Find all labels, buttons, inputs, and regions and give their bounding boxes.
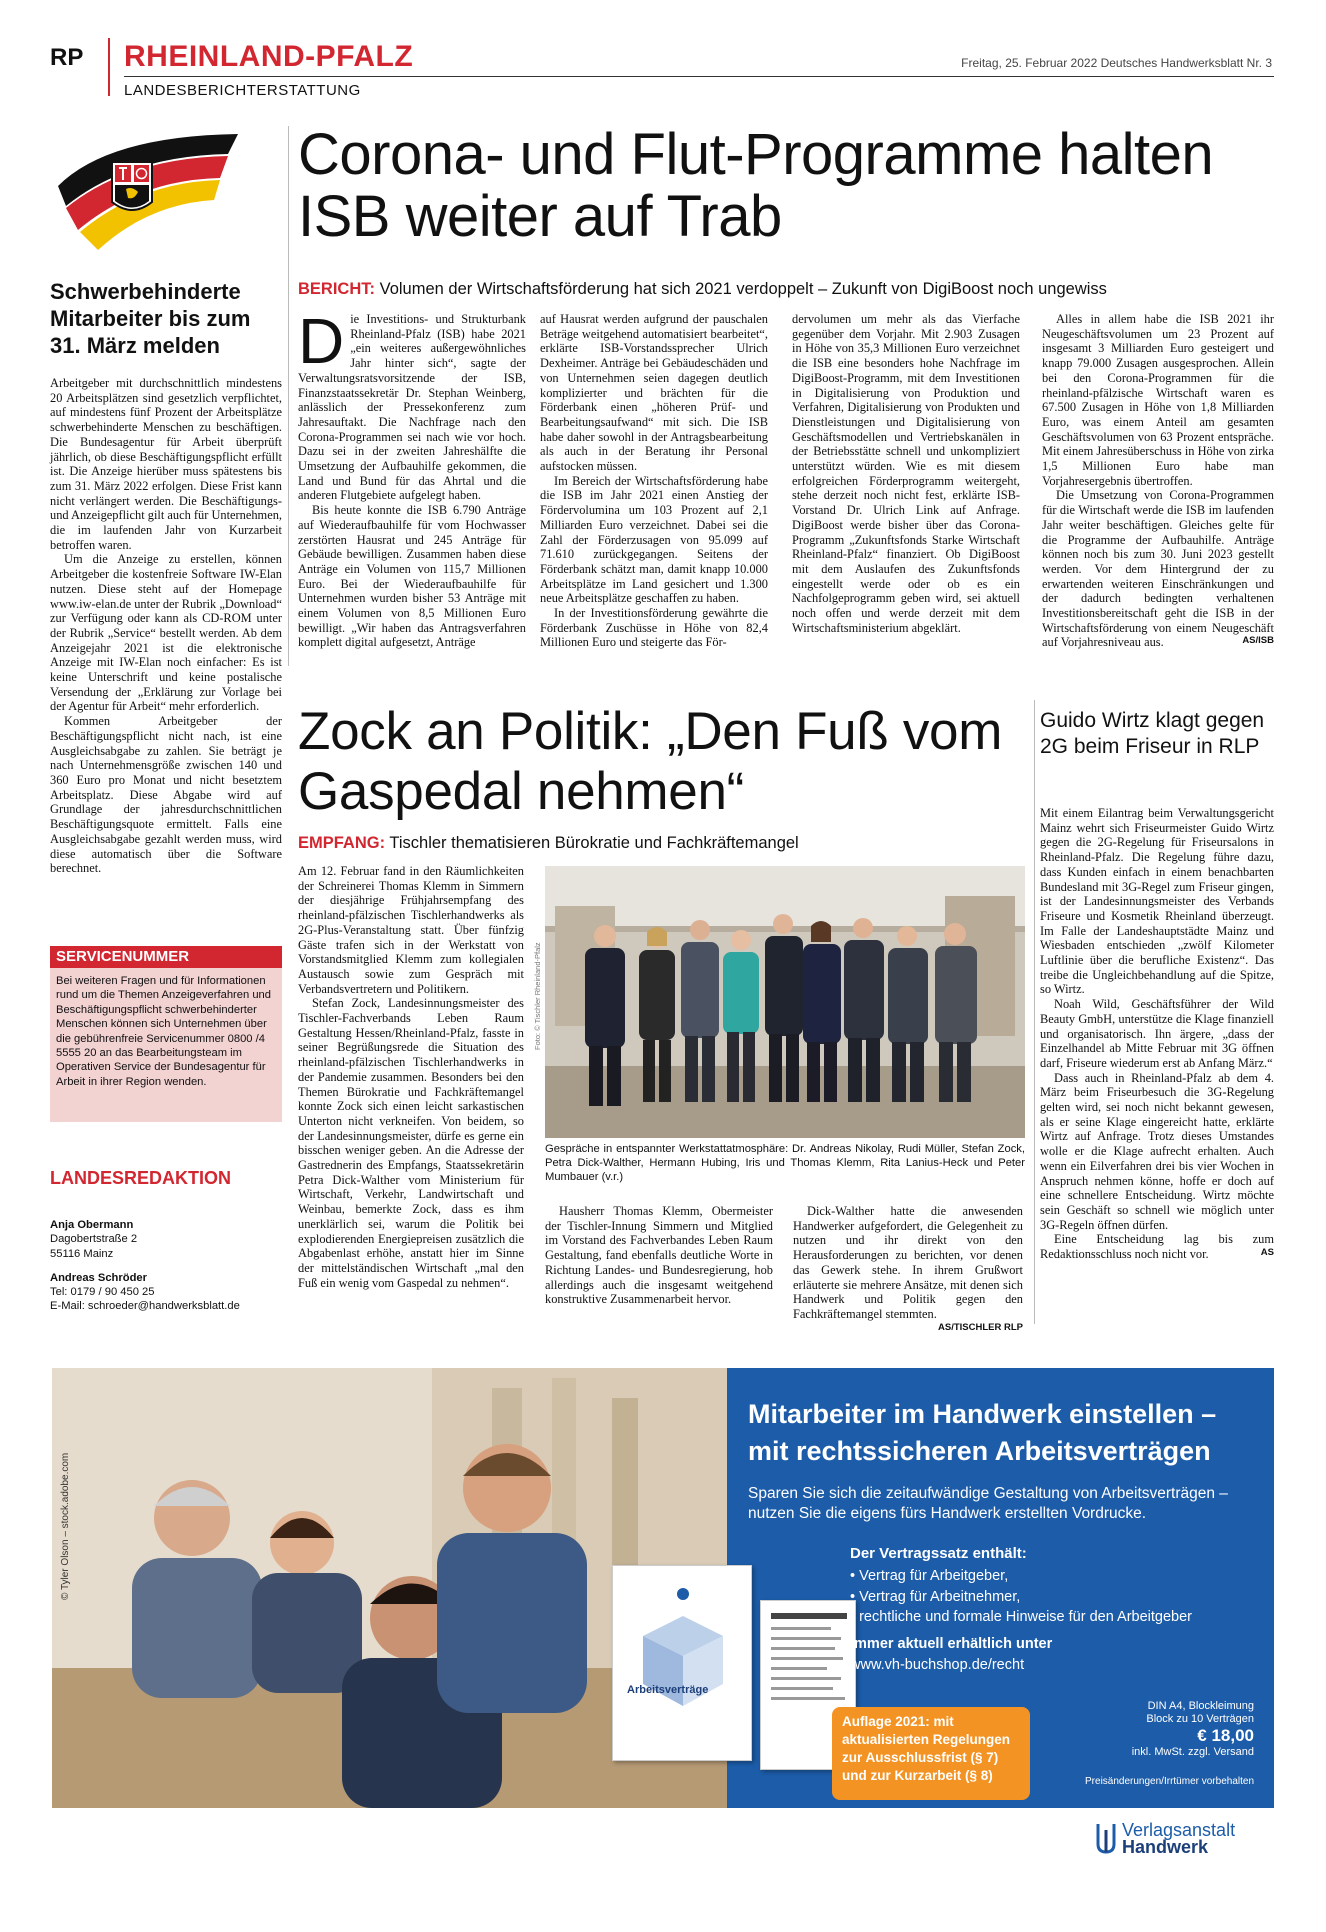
paragraph: Am 12. Februar fand in den Räumlichkeiten der Schreinerei Thomas Klemm in Simmern der diesjährige Frühjahrsempfang des rheinland-pfälzischen Tischlerhandwerks als 2G-Plus-Veranstaltung statt. Über fünfzig Gäste trafen sich in der Werkstatt von Vorstandsmitglied Klemm zum kollegialen Austausch sowie zum Gespräch mit Verbandsvertretern und Politikern. [298,864,524,996]
editor-email: E-Mail: schroeder@handwerksblatt.de [50,1300,240,1313]
article2-headline: Zock an Politik: „Den Fuß vom Gaspedal nehmen“ [298,702,1003,821]
region-title: RHEINLAND-PFALZ [124,40,414,73]
paragraph: Hausherr Thomas Klemm, Obermeister der Tischler-Innung Simmern und Mitglied im Vorstand des Fachverbandes Leben Raum Gestaltung, fand ebenfalls deutliche Worte in Richtung Landes- und Bundesregierung, hob allerdings auch die insgesamt weitgehend konstruktive Zusammenarbeit hervor. [545,1204,773,1307]
paragraph: In der Investitionsförderung gewährte die Förderbank Zuschüsse in Höhe von 82,4 Millionen Euro und steigerte das För- [540,606,768,650]
list-item: • rechtliche und formale Hinweise für den Arbeitgeber [850,1609,1192,1625]
article2-kicker: EMPFANG: [298,834,386,852]
paragraph: Eine Entscheidung lag bis zum Redaktionsschluss noch nicht vor. AS [1040,1232,1274,1262]
price-disclaimer: Preisänderungen/Irrtümer vorbehalten [1085,1776,1254,1787]
photo-caption: Gespräche in entspannter Werkstattatmosphäre: Dr. Andreas Nikolay, Rudi Müller, Stefan Zock, Petra Dick-Walther, Hermann Hubing, Iris und Thomas Klemm, Rita Lanius-Heck und Peter Mumbauer (v.r.) [545,1143,1025,1183]
paragraph: dervolumen um mehr als das Vierfache gegenüber dem Vorjahr. Mit 2.903 Zusagen in Höhe von 35,3 Millionen Euro verzeichnet die ISB eine besonders hohe Nachfrage im DigiBoost-Programm, mit dem Investitionen in Digitalisierung von Produktion und Verfahren, Digitalisierung von Produkten und Dienstleistungen und Digitalisierung von Geschäftsmodellen und Vertriebskanälen in der Betriebsstätte schnell und unkompliziert unterstützt würden. Wie es mit diesem erfolgreichen Förderprogramm weitergeht, stehe derzeit noch nicht fest, erklärte ISB-Vorstand Dr. Ulrich Link auf Anfrage. DigiBoost werde bisher über das Corona-Programm „Zukunftsfonds Starke Wirtschaft Rheinland-Pfalz“ finanziert. Ob DigiBoost mit dem Auslaufen des Zukunftsfonds eingestellt werde oder ob es ein Nachfolgeprogramm geben wird, sei aktuell noch offen und werde derzeit mit dem Wirtschaftsministerium abgeklärt. [792,312,1020,635]
paragraph: Dass auch in Rheinland-Pfalz ab dem 4. März beim Friseurbesuch die 3G-Regelung gelten wird, sei noch nicht bekannt gewesen, als er seine Klage eingereicht hatte, erklärte Wirtz auf Anfrage. Trotz dieses Umstandes wolle er die Klage aufrecht erhalten. Auch wenn ein Eilverfahren drei bis vier Wochen in Anspruch nehmen könne, hoffe er doch auf eine schnellere Entscheidung. Wirtz möchte sein Geschäft so schnell wie möglich unter 3G-Regeln öffnen dürfen. [1040,1070,1274,1232]
dropcap: D [298,305,345,377]
paragraph: ie Investitions- und Strukturbank Rheinland-Pfalz (ISB) habe 2021 „ein weiteres außergewöhnliches Jahr hinter sich“, sagte der Verwaltungsratsvorsitzende der ISB, Finanzstaatssekretär Dr. Stephan Weinberg, anlässlich der Pressekonferenz zum Jahresauftakt. Die Nachfrage nach den Corona-Programmen sei nach wie vor hoch. Dazu sei in der zweiten Jahreshälfte die Umsetzung der Aufbauhilfe gekommen, die Land und Bund für das Ahrtal und die anderen Flutgebiete aufgelegt haben. [298,312,526,503]
paragraph: Noah Wild, Geschäftsführer der Wild Beauty GmbH, unterstütze die Klage finanziell und organisatorisch. Ihn ärgere, „dass der Einzelhandel ab Mitte Februar mit 3G öffnen darf, Friseure wiederum erst ab Anfang März.“ [1040,997,1274,1070]
paragraph: Um die Anzeige zu erstellen, können Arbeitgeber die kostenfreie Software IW-Elan nutzen. Diese steht auf der Homepage www.iw-elan.de unter der Rubrik „Download“ zur Verfügung oder kann als CD-ROM unter der Rubrik „Service“ bestellt werden. Ab dem Anzeigejahr 2021 ist die elektronische Anzeige mit IW-Elan noch einfacher: Es ist keine Unterschrift und keine postalische Versendung der „Erklärung zur Vorlage bei der Agentur für Arbeit“ mehr erforderlich. [50,552,282,714]
paragraph: auf Hausrat werden aufgrund der pauschalen Beträge weitgehend automatisiert bearbeitet“, erklärte ISB-Vorstandssprecher Ulrich Dexheimer. Anträge bei Gebäudeschäden und von Unternehmen seien dagegen deutlich komplizierter und brächten für die Förderbank einen „höheren Prüf- und Bearbeitungsaufwand“ mit sich. Die ISB habe daher sowohl in der Antragsbearbeitung als auch in der Beratung ihr Personal aufstocken müssen. [540,312,768,474]
format-text: DIN A4, Blockleimung [1147,1700,1254,1712]
photo-credit: Foto: © Tischler Rheinland-Pfalz [533,942,542,1050]
paragraph: Bis heute konnte die ISB 6.790 Anträge auf Wiederaufbauhilfe für vom Hochwasser zerstörten Hausrat und 245 Anträge für Gebäude bewilligen. Zusammen haben diese Anträge ein Volumen von 115,7 Millionen Euro. Bei der Wiederaufbauhilfe für Unternehmen wurden bisher 53 Anträge mit einem Volumen von 8,5 Millionen Euro bewilligt. „Wir haben das Antragsverfahren komplett digital aufgesetzt, Anträge [298,503,526,650]
article3-body [1040,806,1274,1262]
group-photo [545,866,1025,1138]
publisher-logo [1122,1822,1235,1856]
article3-headline: Guido Wirtz klagt gegen 2G beim Friseur in RLP [1040,709,1265,758]
ad-contents-list [850,1566,1192,1628]
section-subtitle: LANDESBERICHTERSTATTUNG [124,82,361,99]
editor-name: Andreas Schröder [50,1271,147,1284]
paragraph: Dick-Walther hatte die anwesenden Handwerker aufgefordert, die Gelegenheit zu nutzen und ihr direkt von den Herausforderungen zu berichten, vor denen das Gewerk stehe. In ihrem Grußwort erläuterte sie mehrere Ansätze, mit denen sich Handwerk und Politik gegen den Fachkräftemangel stemmten. AS/TISCHLER RLP [793,1204,1023,1333]
contract-booklet [612,1565,752,1761]
article2-col2 [545,1204,773,1307]
column-divider [288,126,289,666]
article1-signature: AS/ISB [1242,635,1274,647]
editor-name: Anja Obermann [50,1219,134,1231]
paragraph: Alles in allem habe die ISB 2021 ihr Neugeschäftsvolumen um 23 Prozent auf insgesamt 3 Milliarden Euro gesteigert und knapp 79.000 Zusagen ausgesprochen. Allein bei den Corona-Programmen für die rheinland-pfälzische Wirtschaft waren es 67.500 Zusagen in Höhe von 1,8 Milliarden Euro, was einem Anteil am gesamten Geschäftsvolumen von 63 Prozent entspräche. Mit einem Jahresüberschuss in Höhe von zirka 1,5 Millionen Euro habe man Vorjahresergebnis übertroffen. [1042,312,1274,488]
article1-subtitle-text: Volumen der Wirtschaftsförderung hat sich 2021 verdoppelt – Zukunft von DigiBoost noch ungewiss [379,280,1107,298]
article1-col1 [298,305,526,650]
paragraph: Die Umsetzung von Corona-Programmen für die Wirtschaft werde die ISB im laufenden Jahr weiter beschäftigen. Gleiches gelte für die Programme der Aufbauhilfe. Anträge können noch bis zum 30. Juni 2023 gestellt werden. Vor dem Hintergrund der zu erwartenden weiteren Einschränkungen und der dadurch bedingten verhaltenen Investitionsbereitschaft geht die ISB in der Wirtschaftsförderung von einem Neugeschäft auf Vorjahresniveau aus. AS/ISB [1042,488,1274,650]
price: € 18,00 [1197,1726,1254,1745]
article1-kicker: BERICHT: [298,280,375,298]
issue-meta: Freitag, 25. Februar 2022 Deutsches Handwerksblatt Nr. 3 [961,56,1272,70]
article1-headline: Corona- und Flut-Programme halten ISB weiter auf Trab [298,122,1214,249]
booklet-title: Arbeitsverträge [627,1684,709,1696]
rlp-flag-logo [48,126,248,256]
editor-street: Dagobertstraße 2 [50,1233,138,1246]
ad-photo-credit: © Tyler Olson – stock.adobe.com [60,1452,71,1600]
column-divider [1034,700,1035,1324]
paragraph: Arbeitgeber mit durchschnittlich mindestens 20 Arbeitsplätzen sind gesetzlich verpflichtet, auf mindestens fünf Prozent der Arbeitsplätze schwerbehinderte Menschen zu beschäftigen. Die Bundesagentur für Arbeit überprüft jährlich, ob diese Beschäftigungspflicht erfüllt ist. Die Anzeige hierüber muss spätestens bis zum 31. März 2022 erfolgen. Diese Frist kann nicht verlängert werden. Die Beschäftigungs- und Anzeigepflicht gilt auch für Unternehmen, die im laufenden Jahr von Kurzarbeit betroffen waren. [50,376,282,552]
paragraph: Mit einem Eilantrag beim Verwaltungsgericht Mainz wehrt sich Friseurmeister Guido Wirtz gegen die 2G-Regelung für Friseursalons in Rheinland-Pfalz. Die Regelung führe dazu, dass Kunden einfach in einem benachbarten Bundesland mit 3G-Regel zum Friseur gingen, ist der Landesinnungsmeister des Verbands Friseure und Kosmetik Rheinland überzeugt. Im Falle der Landeshauptstädte Mainz und Wiesbaden entschieden „zwölf Kilometer Luftlinie über die berufliche Existenz“. Das treibe die Ungleichbehandlung auf die Spitze, so Wirtz. [1040,806,1274,997]
ad-availability-text: Immer aktuell erhältlich unter [850,1636,1053,1652]
price-block [1054,1700,1254,1759]
shop-link[interactable]: www.vh-buchshop.de/recht [850,1657,1025,1673]
editor-city: 55116 Mainz [50,1247,114,1260]
ad-lead: Sparen Sie sich die zeitaufwändige Gestaltung von Arbeitsverträgen – nutzen Sie die eigens fürs Handwerk erstellten Vordrucke. [748,1485,1228,1522]
edition-badge: Auflage 2021: mit aktualisierten Regelungen zur Ausschlussfrist (§ 7) und zur Kurzarbeit (§ 8) [832,1707,1030,1800]
paragraph: Im Bereich der Wirtschaftsförderung habe die ISB im Jahr 2021 einen Anstieg der Fördervolumina um 103 Prozent auf 2,1 Milliarden Euro verzeichnet. Dabei sei die Zahl der Förderzusagen von 95.099 auf 71.610 zurückgegangen. Seitens der Förderbank schätzt man, damit knapp 10.000 Arbeitsplätze im Land gesichert und 1.300 neue Arbeitsplätze geschaffen zu haben. [540,473,768,606]
logo-line1: Verlagsanstalt [1122,1820,1236,1840]
article1-col4 [1042,312,1274,650]
article2-subtitle-text: Tischler thematisieren Bürokratie und Fachkräftemangel [389,834,799,852]
list-item: • Vertrag für Arbeitnehmer, [850,1588,1021,1605]
article2-subtitle [298,834,799,853]
paragraph: Kommen Arbeitgeber der Beschäftigungspflicht nicht nach, ist eine Ausgleichsabgabe zu zahlen. Sie beträgt je nach Unternehmensgröße zwischen 140 und 360 Euro pro Monat und nicht besetztem Arbeitsplatz. Diese Abgabe wird auf Grundlage der jahresdurchschnittlichen Beschäftigungsquote ermittelt. Falls eine Ausgleichsabgabe gezahlt werden muss, wird diese automatisch über die Software berechnet. [50,714,282,876]
article2-signature: AS/TISCHLER RLP [938,1321,1023,1333]
ad-list-title: Der Vertragssatz enthält: [850,1545,1027,1562]
article1-subtitle [298,280,1107,299]
paragraph: Stefan Zock, Landesinnungsmeister des Tischler-Fachverbands Leben Raum Gestaltung Hessen/Rheinland-Pfalz, fasste in seiner Begrüßungsrede die Situation des rheinland-pfälzischen Tischlerhandwerks in der Pandemie zusammen. Besonders bei den Themen Bürokratie und Fachkräftemangel konnte Zock sich einen leicht sarkastischen Unterton nicht verkneifen. Von beidem, so der Landesinnungsmeister, dürfe es gerne ein bisschen weniger geben. An die Adresse der Gastrednerin des Empfangs, Staatssekretärin Petra Dick-Walther vom Ministerium für Wirtschaft, Verkehr, Landwirtschaft und Weinbau, bemerkte Zock, dass es ihm unerklärlich sei, warum die Politik bei explodierenden Energiepreisen zusätzlich die Abgabenlast erhöhe, anstatt hier im Sinne der mittelständischen Wirtschaft „mal den Fuß ein wenig vom Gaspedal zu nehmen“. [298,996,524,1290]
redaktion-title: LANDESREDAKTION [50,1168,232,1188]
redaktion-contact [50,1218,282,1314]
publisher-logo-icon [1094,1822,1116,1854]
list-item: • Vertrag für Arbeitgeber, [850,1568,1009,1584]
left-article-body [50,376,282,876]
block-text: Block zu 10 Verträgen [1146,1713,1254,1725]
ad-headline: Mitarbeiter im Handwerk einstellen – mit rechtssicheren Arbeitsverträgen [748,1399,1217,1466]
article2-col1 [298,864,524,1290]
article2-col3 [793,1204,1023,1333]
header-rule [124,76,1274,77]
editor-phone: Tel: 0179 / 90 450 25 [50,1286,155,1299]
header-divider [108,38,110,96]
left-article-title: Schwerbehinderte Mitarbeiter bis zum 31. März melden [50,279,251,358]
service-title: SERVICENUMMER [50,946,282,968]
section-short: RP [50,44,84,71]
tax-text: inkl. MwSt. zzgl. Versand [1131,1746,1254,1758]
logo-line2: Handwerk [1122,1837,1209,1857]
ad-availability [850,1634,1052,1676]
article1-col2 [540,312,768,650]
article1-col3 [792,312,1020,635]
service-text: Bei weiteren Fragen und für Informationen rund um die Themen Anzeigeverfahren und Beschäftigungspflicht schwerbehinderter Menschen können sich Unternehmen über die gebührenfreie Servicenummer 0800 /4 5555 20 an das Bearbeitungsteam im Operativen Service der Bundesagentur für Arbeit in ihrer Region wenden. [56,975,271,1088]
article3-signature: AS [1260,1247,1274,1259]
booklet-graphic [613,1566,753,1762]
